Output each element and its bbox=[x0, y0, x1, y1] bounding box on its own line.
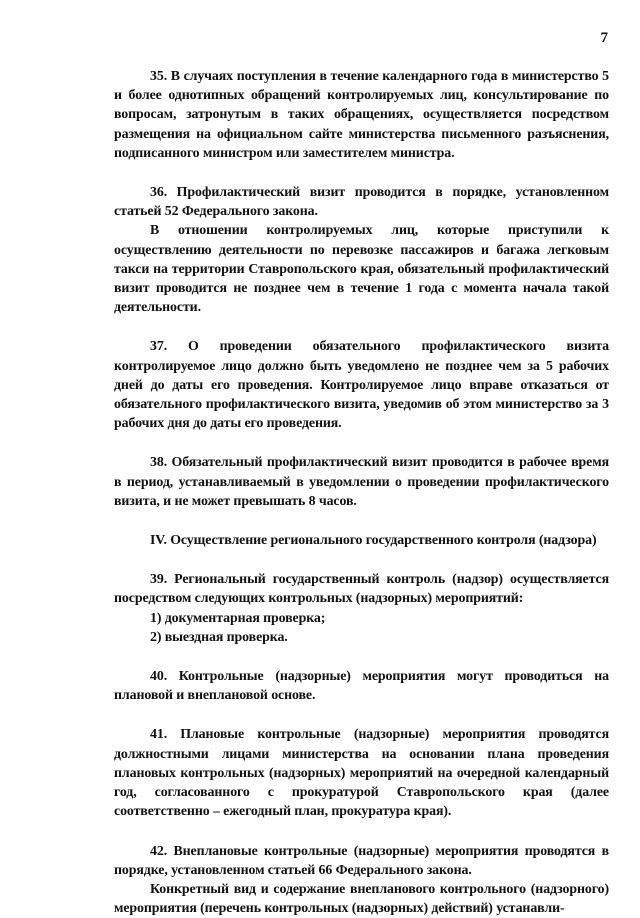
paragraph-gap bbox=[114, 433, 609, 453]
list-item-2: 2) выездная проверка. bbox=[150, 629, 288, 645]
paragraph-37: 37. О проведении обязательного профилактического визита контролируемое лицо должно быть уведомлено не позднее чем за 5 рабочих дней до даты его проведения. Контролируемое лицо вправе отказаться от обязательного профилактического визита, уведомив об этом министерство за 3 рабочих дня до даты его проведения. bbox=[114, 339, 609, 432]
page-number: 7 bbox=[600, 30, 608, 46]
document-body bbox=[114, 67, 609, 918]
paragraph-gap bbox=[114, 647, 609, 667]
paragraph-35: 35. В случаях поступления в течение календарного года в министерство 5 и более однотипных обращений контролируемых лиц, консультирование по вопросам, затронутым в таких обращениях, осуществляется посредством размещения на официальном сайте министерства письменного разъяснения, подписанного министром или заместителем министра. bbox=[114, 69, 609, 161]
list-item-1: 1) документарная проверка; bbox=[150, 610, 326, 626]
paragraph-42: 42. Внеплановые контрольные (надзорные) мероприятия проводятся в порядке, установленном статьей 66 Федерального закона. bbox=[114, 843, 609, 878]
paragraph-41: 41. Плановые контрольные (надзорные) мероприятия проводятся должностными лицами министерства на основании плана проведения плановых контрольных (надзорных) мероприятий на очередной календарный год, согласованного с прокуратурой Ставропольского края (далее соответственно – ежегодный план, прокуратура края). bbox=[114, 727, 609, 820]
paragraph-gap bbox=[114, 822, 609, 842]
paragraph-40: 40. Контрольные (надзорные) мероприятия могут проводиться на плановой и внеплановой основе. bbox=[114, 669, 609, 704]
paragraph-gap bbox=[114, 163, 609, 183]
paragraph-gap bbox=[114, 705, 609, 725]
paragraph-gap bbox=[114, 317, 609, 337]
paragraph-36-continuation: В отношении контролируемых лиц, которые приступили к осуществлению деятельности по перевозке пассажиров и багажа легковым такси на территории Ставропольского края, обязательный профилактический визит проводится не позднее чем в течение 1 года с момента начала такой деятельности. bbox=[114, 223, 609, 316]
section-heading-iv: IV. Осуществление регионального государственного контроля (надзора) bbox=[150, 533, 597, 549]
paragraph-36: 36. Профилактический визит проводится в порядке, установленном статьей 52 Федерального закона. bbox=[114, 185, 609, 220]
paragraph-gap bbox=[114, 511, 609, 531]
paragraph-39: 39. Региональный государственный контроль (надзор) осуществляется посредством следующих контрольных (надзорных) мероприятий: bbox=[114, 572, 609, 607]
paragraph-gap bbox=[114, 550, 609, 570]
paragraph-42-continuation: Конкретный вид и содержание внепланового контрольного (надзорного) мероприятия (перечень контрольных (надзорных) действий) устанавли- bbox=[114, 881, 609, 917]
paragraph-38: 38. Обязательный профилактический визит проводится в рабочее время в период, устанавливаемый в уведомлении о проведении профилактического визита, и не может превышать 8 часов. bbox=[114, 455, 609, 509]
